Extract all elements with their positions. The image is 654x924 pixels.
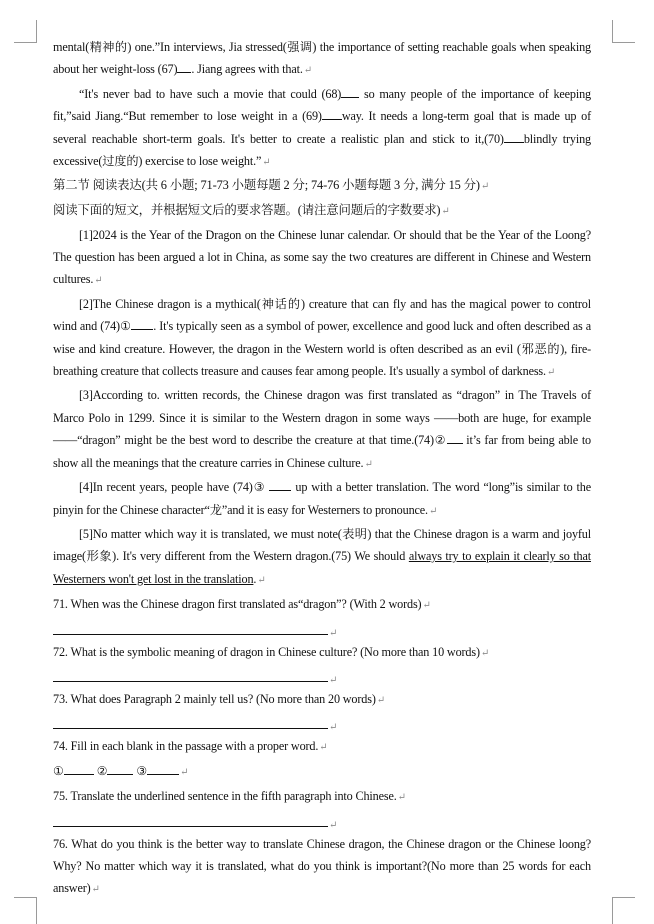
answer-rule (53, 728, 328, 729)
paragraph-mark: ↵ (441, 206, 450, 218)
paragraph-mark: ↵ (329, 819, 338, 831)
answer-rule (53, 826, 328, 827)
question-74-blanks (53, 760, 591, 784)
paragraph-mark: ↵ (480, 181, 490, 193)
paragraph-mark: ↵ (428, 505, 438, 517)
text: 阅读下面的短文，并根据短文后的要求答题。(请注意问题后的字数要求) (53, 203, 441, 218)
text: 75. Translate the underlined sentence in the fifth paragraph into Chinese. (53, 789, 397, 804)
crop-mark-top-right (612, 20, 635, 43)
answer-blank-2[interactable] (107, 763, 133, 775)
paragraph-mark: ↵ (422, 600, 431, 612)
text: it’s far from being able to show all the meanings that the creature carries in Chinese culture. (53, 433, 592, 470)
crop-mark-bottom-right (612, 897, 635, 924)
question-73 (53, 688, 591, 712)
text: “It's never bad to have such a movie that could (68) (79, 86, 342, 101)
text: [5]No matter which way it is translated, we must note(表明) that the Chinese dragon is a warm and joyful image(形象). It's very different from the Western dragon.(75) We should (53, 526, 591, 564)
text: 第二节 阅读表达(共 6 小题; 71-73 小题每题 2 分; 74-76 小题每题 3 分, 满分 15 分) (53, 178, 480, 193)
answer-blank-3[interactable] (147, 763, 179, 775)
paragraph-mark: ↵ (329, 722, 338, 734)
article-paragraph-1 (53, 224, 591, 293)
article-paragraph-4 (53, 476, 591, 523)
text: 72. What is the symbolic meaning of dragon in Chinese culture? (No more than 10 words) (53, 644, 480, 659)
text: so many people of the importance of keeping fit,”said Jiang.“But remember to lose weight in a (69) (53, 86, 591, 124)
paragraph-mark: ↵ (364, 458, 373, 470)
text: [2]The Chinese dragon is a mythical(神话的) creature that can fly and has the magical power to control wind and (74)① (53, 296, 591, 334)
blank-74-2[interactable] (447, 432, 463, 444)
blank-70[interactable] (504, 131, 524, 143)
article-paragraph-2 (53, 293, 591, 385)
passage-paragraph-continued (53, 36, 591, 83)
article-paragraph-3 (53, 384, 591, 476)
paragraph-mark: ↵ (319, 742, 328, 754)
section-title (53, 174, 591, 199)
question-71 (53, 593, 591, 617)
text: blindly trying excessive(过度的) exercise to lose weight.” (53, 131, 591, 169)
answer-rule (53, 681, 328, 682)
text: . Jiang agrees with that. (191, 62, 303, 77)
text: 74. Fill in each blank in the passage with a proper word. (53, 739, 319, 754)
blank-69[interactable] (322, 108, 342, 120)
answer-blank-1[interactable] (64, 763, 94, 775)
question-76 (53, 833, 591, 902)
blank-68[interactable] (341, 86, 359, 98)
question-72 (53, 641, 591, 665)
paragraph-mark: ↵ (94, 275, 103, 287)
paragraph-mark: ↵ (180, 766, 189, 778)
paragraph-mark: ↵ (329, 627, 338, 639)
article-paragraph-5 (53, 523, 591, 592)
text: up with a better translation. The word “long”is similar to the pinyin for the Chinese character“龙”and it is easy for Westerners to pronounce. (53, 480, 591, 517)
paragraph-mark: ↵ (329, 674, 338, 686)
question-75 (53, 785, 591, 809)
crop-mark-top-left (14, 20, 37, 43)
blank-67[interactable] (177, 61, 191, 73)
paragraph-mark: ↵ (397, 792, 406, 804)
text: . It's typically seen as a symbol of power, excellence and good luck and often described as a wise and kind creature. However, the dragon in the Western world is often described as an evil (邪恶的), fire-breathing creature that collects treasure and causes fear among people. It's usually a symbol of darkness. (53, 319, 591, 379)
crop-mark-bottom-left (14, 897, 37, 924)
underlined-sentence: always try to explain it clearly so that Westerners won't get lost in the translation (53, 549, 591, 586)
blank-number-3: ③ (136, 763, 148, 778)
question-74 (53, 735, 591, 759)
text: 71. When was the Chinese dragon first translated as“dragon”? (With 2 words) (53, 597, 422, 612)
answer-line-75[interactable] (53, 810, 591, 832)
text: [1]2024 is the Year of the Dragon on the Chinese lunar calendar. Or should that be the Year of the Loong? The question has been argued a lot in China, as some say the two creatures are different in Chinese and Western cultures. (53, 227, 591, 287)
paragraph-mark: ↵ (303, 65, 312, 77)
paragraph-mark: ↵ (546, 367, 556, 379)
paragraph-mark: ↵ (376, 694, 385, 706)
text: 73. What does Paragraph 2 mainly tell us? (No more than 20 words) (53, 691, 376, 706)
paragraph-mark: ↵ (480, 647, 490, 659)
text: way. It needs a long-term goal that is made up of several reachable short-term goals. It's better to create a realistic plan and stick to it,(70) (53, 109, 591, 146)
passage-paragraph-quote (53, 83, 591, 175)
answer-rule (53, 634, 328, 635)
answer-line-72[interactable] (53, 665, 591, 687)
blank-74-1[interactable] (131, 318, 153, 330)
paragraph-mark: ↵ (257, 574, 266, 586)
text: [4]In recent years, people have (74)③ (79, 480, 270, 495)
blank-74-3[interactable] (269, 479, 291, 491)
instructions (53, 199, 591, 224)
blank-number-1: ① (53, 763, 64, 778)
text: . (253, 571, 257, 586)
text: [3]According to. written records, the Chinese dragon was first translated as “dragon” in The Travels of Marco Polo in 1299. Since it is similar to the Western dragon in some ways ——both are huge, for example ——“dragon” might be the best word to describe the creature at that time.(74)② (53, 388, 591, 448)
answer-line-71[interactable] (53, 618, 591, 640)
text: mental(精神的) one.”In interviews, Jia stressed(强调) the importance of setting reachable goals when speaking about her weight-loss (67) (53, 40, 591, 77)
answer-line-73[interactable] (53, 712, 591, 734)
paragraph-mark: ↵ (262, 157, 271, 169)
paragraph-mark: ↵ (91, 884, 100, 896)
document-page (53, 36, 591, 902)
text: 76. What do you think is the better way to translate Chinese dragon, the Chinese dragon or the Chinese loong? Why? No matter which way it is translated, what do you think is important?(No more than 25 words for each answer) (53, 836, 591, 896)
blank-number-2: ② (96, 763, 108, 778)
